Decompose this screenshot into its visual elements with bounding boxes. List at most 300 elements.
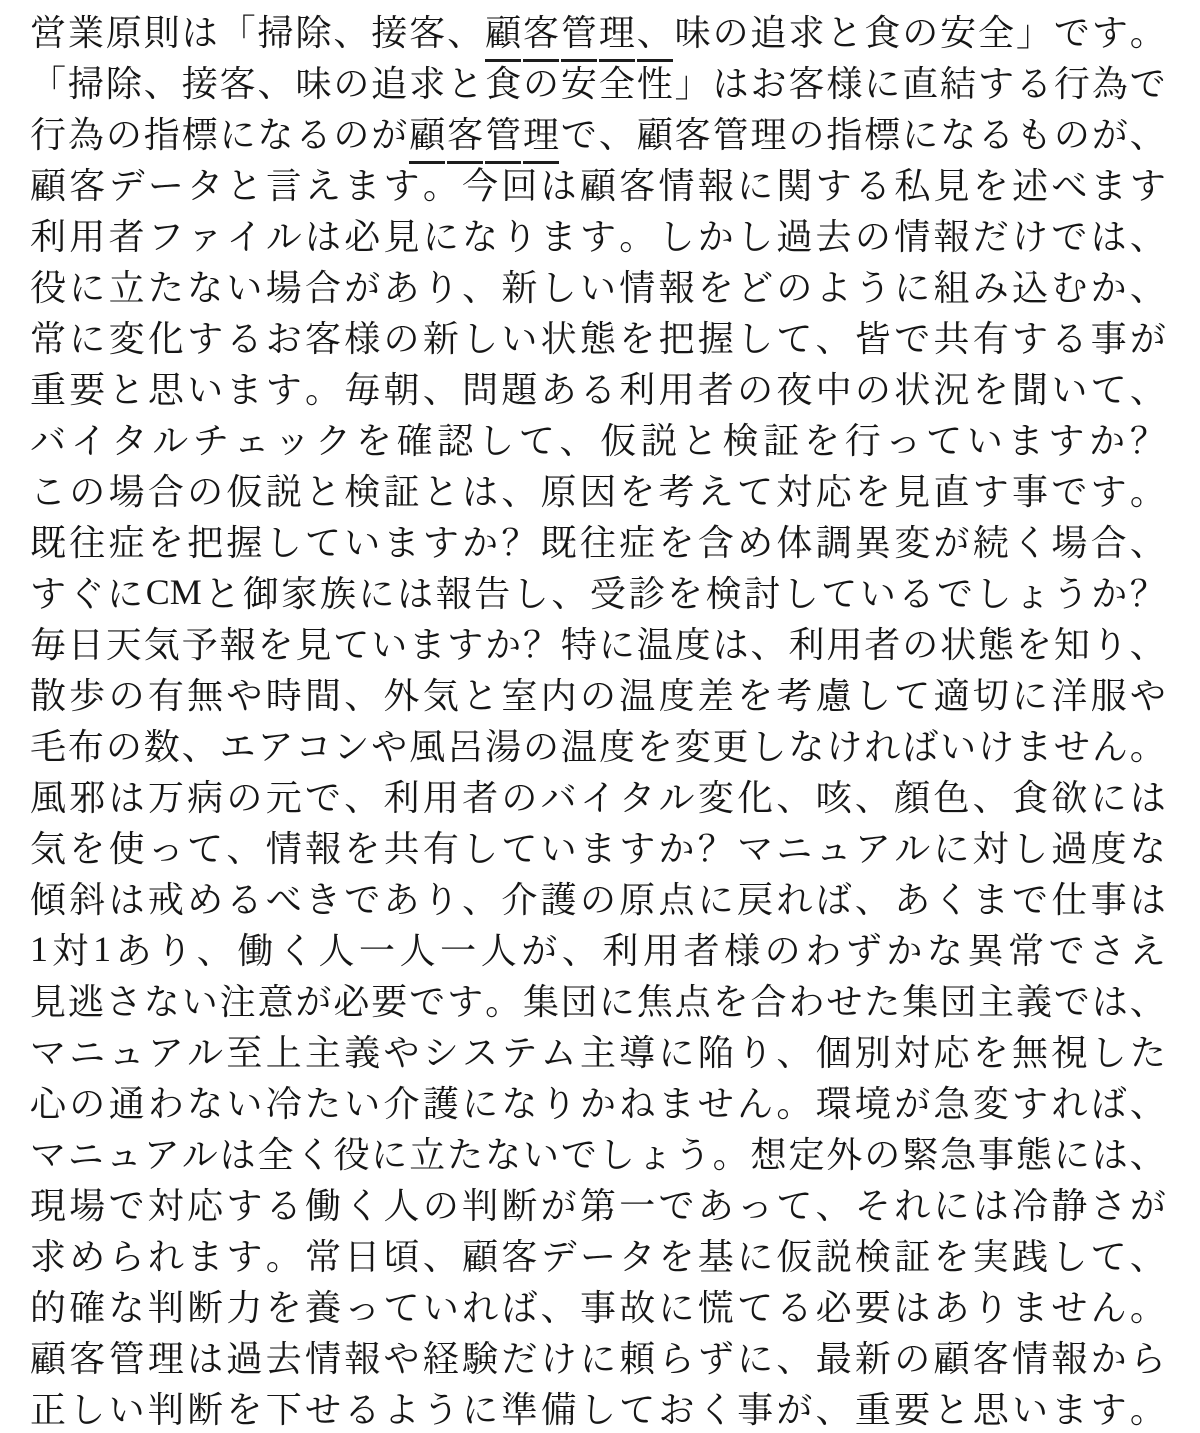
text-char: て <box>1090 1237 1127 1277</box>
text-char: 過 <box>226 1339 263 1379</box>
text-char: 情 <box>619 268 656 308</box>
text-char: お <box>750 64 787 104</box>
text-char: さ <box>105 982 142 1022</box>
text-char: 情 <box>658 166 695 206</box>
text-char: て <box>619 1390 656 1430</box>
text-char: な <box>187 1084 224 1124</box>
text-char: で <box>304 778 341 818</box>
text-char: を <box>619 472 656 512</box>
text-char: に <box>658 1288 695 1328</box>
text-char: 変 <box>972 1084 1009 1124</box>
text-char: 、 <box>447 13 484 53</box>
text-char: 言 <box>265 166 302 206</box>
text-char: あ <box>383 880 420 920</box>
text-char: し <box>265 523 302 563</box>
text-line <box>30 1229 1166 1280</box>
text-char: し <box>69 1390 106 1430</box>
text-char: 常 <box>304 1237 341 1277</box>
text-char: 重 <box>30 370 67 410</box>
text-char: 食 <box>864 13 901 53</box>
text-char: い <box>579 268 616 308</box>
text-char: 、 <box>854 880 891 920</box>
text-char: バ <box>540 778 577 818</box>
text-char: て <box>501 829 538 869</box>
text-char: 合 <box>1090 523 1127 563</box>
text-line <box>30 1076 1166 1127</box>
text-char: 顧 <box>462 1237 499 1277</box>
text-char: 、 <box>257 64 294 104</box>
text-line <box>30 821 1166 872</box>
text-char: れ <box>776 880 813 920</box>
text-char: か <box>485 625 522 665</box>
text-char: や <box>1129 676 1166 716</box>
text-char: 意 <box>257 982 294 1022</box>
text-char: が <box>521 931 558 971</box>
text-char: 求 <box>788 13 825 53</box>
text-char: 報 <box>219 625 256 665</box>
text-char: 重 <box>854 1390 891 1430</box>
text-char: ル <box>181 1135 218 1175</box>
text-char: 報 <box>435 574 472 614</box>
text-char: の <box>764 931 801 971</box>
text-char: と <box>108 370 145 410</box>
text-char: 点 <box>658 880 695 920</box>
text-char: 使 <box>108 829 145 869</box>
text-char: 時 <box>265 676 302 716</box>
text-char: か <box>1090 1339 1127 1379</box>
text-char: 把 <box>658 319 695 359</box>
text-char: 理 <box>147 1339 184 1379</box>
text-char: せ <box>1051 1288 1088 1328</box>
text-char: 用 <box>69 217 106 257</box>
text-char: 者 <box>697 370 734 410</box>
text-char: ま <box>540 217 577 257</box>
text-char: 常 <box>30 319 67 359</box>
text-char: う <box>422 1390 459 1430</box>
text-char: し <box>540 268 577 308</box>
text-char: に <box>933 829 970 869</box>
text-char: が <box>344 268 381 308</box>
text-char: ア <box>257 727 294 767</box>
text-char: 直 <box>933 472 970 512</box>
text-char: 安 <box>560 64 597 104</box>
text-char: を <box>265 1288 302 1328</box>
text-char: す <box>226 1237 263 1277</box>
text-char: 、 <box>143 64 180 104</box>
text-char: い <box>422 1288 459 1328</box>
text-char: 様 <box>344 319 381 359</box>
text-char: ぐ <box>68 574 105 614</box>
text-char: 考 <box>776 676 813 716</box>
text-line <box>30 872 1166 923</box>
text-char: と <box>226 166 263 206</box>
text-char: 場 <box>108 472 145 512</box>
text-char: 義 <box>1015 982 1052 1022</box>
text-char: か <box>658 829 695 869</box>
text-char: 働 <box>304 1186 341 1226</box>
text-char: い <box>859 574 896 614</box>
text-char: べ <box>1051 166 1088 206</box>
text-char: 態 <box>579 319 616 359</box>
text-char: の <box>712 13 749 53</box>
text-char: 室 <box>501 676 538 716</box>
text-line <box>30 158 1166 209</box>
text-char: の <box>105 115 142 155</box>
text-char: 外 <box>383 676 420 716</box>
text-char: 説 <box>265 472 302 512</box>
text-char: の <box>902 625 939 665</box>
text-char: い <box>966 421 1003 461</box>
text-char: で <box>658 1186 695 1226</box>
text-char: 毎 <box>30 625 67 665</box>
text-char: 事 <box>579 1288 616 1328</box>
text-char: で <box>1051 472 1088 512</box>
underlined-term-char: 顧 <box>485 5 521 62</box>
text-char: 朝 <box>383 370 420 410</box>
text-char: に <box>69 268 106 308</box>
text-char: ま <box>658 1084 695 1124</box>
text-char: 家 <box>281 574 318 614</box>
text-char: 客 <box>69 1339 106 1379</box>
text-char: ば <box>1090 1084 1127 1124</box>
text-char: 指 <box>826 115 863 155</box>
text-char: 故 <box>619 1288 656 1328</box>
text-char: 者 <box>462 778 499 818</box>
text-char: 行 <box>844 421 881 461</box>
text-char: の <box>854 217 891 257</box>
text-char: い <box>344 1084 381 1124</box>
text-char: け <box>1012 217 1049 257</box>
text-char: 全 <box>598 64 635 104</box>
text-char: 一 <box>619 1186 656 1226</box>
text-char: は <box>108 778 145 818</box>
text-char: 去 <box>265 1339 302 1379</box>
text-char: る <box>898 574 935 614</box>
text-char: の <box>788 115 825 155</box>
text-char: た <box>864 982 901 1022</box>
text-line <box>30 770 1166 821</box>
text-char: マ <box>30 1135 67 1175</box>
text-char: 変 <box>108 319 145 359</box>
text-char: そ <box>854 1186 891 1226</box>
text-char: す <box>383 166 420 206</box>
text-char: 変 <box>674 727 711 767</box>
text-char: く <box>295 1135 332 1175</box>
text-char: か <box>1089 421 1126 461</box>
text-char: 毛 <box>30 727 67 767</box>
text-char: 検 <box>705 574 742 614</box>
text-char: ん <box>737 1084 774 1124</box>
text-char: 、 <box>559 421 596 461</box>
text-char: 緊 <box>902 1135 939 1175</box>
text-char: 込 <box>1012 268 1049 308</box>
text-char: が <box>295 982 332 1022</box>
text-char: ッ <box>274 421 311 461</box>
text-char: の <box>69 1084 106 1124</box>
text-char: 握 <box>697 319 734 359</box>
text-char: け <box>540 1339 577 1379</box>
text-char: 、 <box>422 370 459 410</box>
text-char: ょ <box>1014 574 1051 614</box>
underlined-term-char: 管 <box>485 107 521 164</box>
text-char: 服 <box>1090 676 1127 716</box>
text-char: あ <box>697 1186 734 1226</box>
text-char: ニ <box>69 1033 106 1073</box>
text-char: 客 <box>409 13 446 53</box>
text-char: 皆 <box>854 319 891 359</box>
text-char: 焦 <box>636 982 673 1022</box>
text-char: い <box>1012 1390 1049 1430</box>
text-char: 夜 <box>776 370 813 410</box>
text-char: 客 <box>972 1339 1009 1379</box>
text-char: 。 <box>422 166 459 206</box>
text-char: の <box>501 778 538 818</box>
text-char: れ <box>147 1237 184 1277</box>
text-char: 断 <box>501 1186 538 1226</box>
text-char: ル <box>187 1033 224 1073</box>
text-char: イ <box>70 421 107 461</box>
text-char: 要 <box>894 1390 931 1430</box>
text-char: 、 <box>196 931 233 971</box>
text-char: い <box>226 268 263 308</box>
text-char: 人 <box>480 931 517 971</box>
text-char: 事 <box>978 1135 1015 1175</box>
text-char: る <box>295 115 332 155</box>
text-line <box>30 1025 1166 1076</box>
text-char: 、 <box>333 13 370 53</box>
text-char: ず <box>697 1339 734 1379</box>
text-char: 情 <box>265 829 302 869</box>
text-char: を <box>803 421 840 461</box>
text-char: 通 <box>108 1084 145 1124</box>
text-char: す <box>1048 421 1085 461</box>
text-char: は <box>187 1339 224 1379</box>
text-line <box>30 311 1166 362</box>
text-char: く <box>277 931 314 971</box>
text-char: 病 <box>187 778 224 818</box>
text-char: い <box>540 829 577 869</box>
text-char: 環 <box>815 1084 852 1124</box>
text-char: 日 <box>344 1237 381 1277</box>
text-char: み <box>972 268 1009 308</box>
text-char: に <box>737 166 774 206</box>
text-char: ら <box>108 1237 145 1277</box>
text-char: に <box>358 574 395 614</box>
text-char: 、 <box>1129 370 1166 410</box>
text-char: 標 <box>181 115 218 155</box>
text-char: 状 <box>940 625 977 665</box>
text-char: 客 <box>788 64 825 104</box>
text-char: り <box>1091 625 1128 665</box>
text-char: し <box>975 574 1012 614</box>
text-char: に <box>894 268 931 308</box>
text-char: 人 <box>383 1186 420 1226</box>
text-char: タ <box>111 421 148 461</box>
text-char: ら <box>658 1339 695 1379</box>
text-char: 合 <box>750 982 787 1022</box>
text-char: 報 <box>304 829 341 869</box>
text-char: の <box>776 268 813 308</box>
text-char: は <box>181 13 218 53</box>
text-char: で <box>1048 931 1085 971</box>
text-char: 報 <box>697 166 734 206</box>
text-char: せ <box>826 982 863 1022</box>
text-char: エ <box>219 727 256 767</box>
text-char: と <box>933 1390 970 1430</box>
text-char: 様 <box>826 64 863 104</box>
text-char: 掃 <box>257 13 294 53</box>
text-char: に <box>598 982 635 1022</box>
text-char: 指 <box>143 115 180 155</box>
text-char: 静 <box>1051 1186 1088 1226</box>
text-char: さ <box>1090 1186 1127 1226</box>
text-char: 更 <box>712 727 749 767</box>
text-char: 新 <box>501 268 538 308</box>
text-char: が <box>1091 115 1128 155</box>
text-char: 、 <box>1129 217 1166 257</box>
text-char: 。 <box>1129 13 1166 53</box>
text-char: に <box>579 1339 616 1379</box>
text-char: の <box>579 880 616 920</box>
text-char: ェ <box>233 421 270 461</box>
text-char: ル <box>894 829 931 869</box>
text-char: は <box>1129 778 1166 818</box>
text-char: 仕 <box>1051 880 1088 920</box>
text-char: 顔 <box>894 778 931 818</box>
text-char: 介 <box>383 1084 420 1124</box>
text-char: ュ <box>108 1033 145 1073</box>
text-char: 要 <box>69 370 106 410</box>
text-char: 点 <box>674 982 711 1022</box>
text-char: 合 <box>304 268 341 308</box>
text-char: な <box>462 217 499 257</box>
text-char: 場 <box>1051 523 1088 563</box>
text-char: い <box>501 319 538 359</box>
text-char: 利 <box>383 778 420 818</box>
text-char: 集 <box>902 982 939 1022</box>
text-char: な <box>1129 829 1166 869</box>
text-char: 働 <box>237 931 274 971</box>
text-char: 。 <box>1129 472 1166 512</box>
text-char: 証 <box>894 1237 931 1277</box>
text-char: で <box>1051 217 1088 257</box>
text-char: る <box>265 1186 302 1226</box>
text-char: 因 <box>579 472 616 512</box>
text-line <box>30 923 1166 974</box>
text-char: な <box>257 115 294 155</box>
text-char: 布 <box>67 727 104 767</box>
text-line <box>30 5 1166 56</box>
text-char: 1 <box>93 928 112 969</box>
text-char: 、 <box>540 1288 577 1328</box>
text-char: ル <box>152 421 189 461</box>
text-line <box>30 1280 1166 1331</box>
text-char: タ <box>187 166 224 206</box>
text-char: い <box>940 727 977 767</box>
text-char: 邪 <box>69 778 106 818</box>
text-char: が <box>1129 1186 1166 1226</box>
text-char: す <box>978 64 1015 104</box>
text-char: 切 <box>972 676 1009 716</box>
text-char: て <box>894 676 931 716</box>
text-char: フ <box>147 217 184 257</box>
text-line <box>30 260 1166 311</box>
text-char: 度 <box>674 625 711 665</box>
text-char: な <box>143 982 180 1022</box>
text-char: 現 <box>30 1186 67 1226</box>
text-char: 情 <box>304 1339 341 1379</box>
text-char: 」 <box>674 64 711 104</box>
text-char: 戻 <box>737 880 774 920</box>
text-char: の <box>383 319 420 359</box>
text-char: 利 <box>602 931 639 971</box>
text-char: の <box>422 1186 459 1226</box>
text-char: CM <box>145 571 202 612</box>
text-char: い <box>1051 370 1088 410</box>
text-char: 洋 <box>1051 676 1088 716</box>
text-char: に <box>219 115 256 155</box>
text-char: 経 <box>422 1339 459 1379</box>
text-char: 見 <box>933 166 970 206</box>
text-char: に <box>371 1135 408 1175</box>
text-char: は <box>1091 1135 1128 1175</box>
text-char: あ <box>894 880 931 920</box>
text-line <box>30 719 1166 770</box>
text-char: 個 <box>815 1033 852 1073</box>
text-char: マ <box>737 829 774 869</box>
text-char: な <box>788 727 825 767</box>
text-char: く <box>697 1390 734 1430</box>
text-char: 。 <box>265 1237 302 1277</box>
underlined-term-char: 理 <box>523 107 559 164</box>
text-char: や <box>226 676 263 716</box>
text-char: か <box>1090 268 1127 308</box>
text-char: を <box>737 676 774 716</box>
text-char: ば <box>501 1288 538 1328</box>
text-line <box>30 668 1166 719</box>
text-char: チ <box>192 421 229 461</box>
text-char: 色 <box>933 778 970 818</box>
text-char: り <box>737 1033 774 1073</box>
text-char: 、 <box>1129 1237 1166 1277</box>
text-char: 説 <box>641 421 678 461</box>
text-char: 顧 <box>30 166 67 206</box>
text-char: 一 <box>440 931 477 971</box>
text-char: 度 <box>598 727 635 767</box>
text-char: 見 <box>383 217 420 257</box>
text-char: 事 <box>1012 472 1049 512</box>
text-char: え <box>697 472 734 512</box>
text-char: い <box>371 625 408 665</box>
text-char: 客 <box>674 115 711 155</box>
text-char: 数 <box>143 727 180 767</box>
text-char: 天 <box>105 625 142 665</box>
text-char: 特 <box>560 625 597 665</box>
text-char: 欲 <box>1051 778 1088 818</box>
text-char: 風 <box>409 727 446 767</box>
text-char: 思 <box>972 1390 1009 1430</box>
text-char: 団 <box>940 982 977 1022</box>
text-char: 呂 <box>447 727 484 767</box>
text-char: 。 <box>712 1135 749 1175</box>
text-char: し <box>1051 1237 1088 1277</box>
text-char: い <box>344 523 381 563</box>
text-char: 既 <box>30 523 67 563</box>
text-char: で <box>894 319 931 359</box>
text-char: 往 <box>579 523 616 563</box>
text-char: の <box>579 676 616 716</box>
text-char: ？ <box>501 523 538 563</box>
